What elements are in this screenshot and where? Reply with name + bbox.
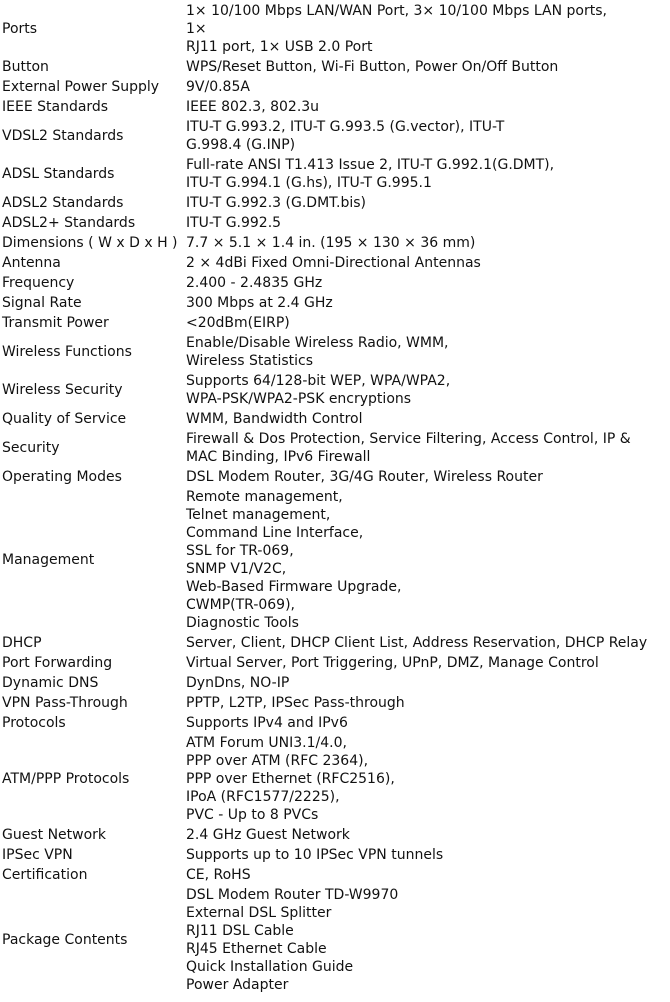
spec-label: Management [2, 552, 95, 568]
spec-row [0, 214, 670, 234]
spec-value-line: 9V/0.85A [186, 79, 250, 95]
spec-value [184, 488, 670, 634]
spec-label: DHCP [2, 635, 42, 651]
spec-row [0, 334, 670, 372]
spec-row [0, 234, 670, 254]
spec-label: Security [2, 440, 60, 456]
spec-row [0, 254, 670, 274]
spec-value-line: PVC - Up to 8 PVCs [186, 807, 319, 823]
spec-row [0, 274, 670, 294]
spec-value-line: Remote management, [186, 489, 343, 505]
spec-value [184, 634, 670, 654]
spec-value [184, 314, 670, 334]
spec-value-line: DSL Modem Router, 3G/4G Router, Wireless Router [186, 469, 543, 485]
spec-row [0, 846, 670, 866]
spec-row [0, 410, 670, 430]
spec-row [0, 866, 670, 886]
spec-value-line: RJ45 Ethernet Cable [186, 941, 327, 957]
spec-value [184, 468, 670, 488]
spec-value [184, 886, 670, 996]
spec-value-line: 1× 10/100 Mbps LAN/WAN Port, 3× 10/100 Mbps LAN ports, [186, 3, 607, 19]
spec-value [184, 654, 670, 674]
spec-row [0, 2, 670, 58]
spec-value [184, 372, 670, 410]
spec-value-line: DSL Modem Router TD-W9970 [186, 887, 399, 903]
spec-label: Quality of Service [2, 411, 127, 427]
spec-value-line: Supports IPv4 and IPv6 [186, 715, 348, 731]
spec-label: ADSL2+ Standards [2, 215, 136, 231]
spec-value-line: Diagnostic Tools [186, 615, 299, 631]
spec-value-line: Web-Based Firmware Upgrade, [186, 579, 402, 595]
spec-value [184, 194, 670, 214]
spec-row [0, 826, 670, 846]
spec-label: ATM/PPP Protocols [2, 771, 130, 787]
spec-value [184, 294, 670, 314]
spec-label: Wireless Security [2, 382, 123, 398]
spec-value [184, 846, 670, 866]
spec-value [184, 734, 670, 826]
spec-value-line: Supports up to 10 IPSec VPN tunnels [186, 847, 444, 863]
spec-value-line: Command Line Interface, [186, 525, 364, 541]
spec-value-line: ITU-T G.994.1 (G.hs), ITU-T G.995.1 [186, 175, 432, 191]
spec-value-line: Supports 64/128-bit WEP, WPA/WPA2, [186, 373, 451, 389]
spec-value-line: 300 Mbps at 2.4 GHz [186, 295, 333, 311]
spec-value-line: PPP over Ethernet (RFC2516), [186, 771, 395, 787]
spec-row [0, 468, 670, 488]
spec-value-line: SNMP V1/V2C, [186, 561, 287, 577]
spec-value-line: Firewall & Dos Protection, Service Filtering, Access Control, IP & [186, 431, 631, 447]
spec-row [0, 78, 670, 98]
spec-label: Dimensions ( W x D x H ) [2, 235, 178, 251]
spec-value-line: Quick Installation Guide [186, 959, 354, 975]
spec-label: VDSL2 Standards [2, 128, 124, 144]
spec-value [184, 78, 670, 98]
spec-value-line: WMM, Bandwidth Control [186, 411, 363, 427]
spec-value-line: 2.4 GHz Guest Network [186, 827, 350, 843]
spec-row [0, 194, 670, 214]
spec-value [184, 274, 670, 294]
spec-value [184, 98, 670, 118]
spec-value [184, 234, 670, 254]
spec-value-line: Full-rate ANSI T1.413 Issue 2, ITU-T G.992.1(G.DMT), [186, 157, 555, 173]
spec-row [0, 430, 670, 468]
spec-value-line: CWMP(TR-069), [186, 597, 295, 613]
spec-value [184, 410, 670, 430]
spec-label: Antenna [2, 255, 61, 271]
spec-value [184, 2, 670, 58]
spec-value [184, 334, 670, 372]
spec-value-line: Power Adapter [186, 977, 289, 993]
spec-label: Transmit Power [2, 315, 109, 331]
spec-row [0, 314, 670, 334]
spec-value [184, 214, 670, 234]
spec-value-line: Virtual Server, Port Triggering, UPnP, DMZ, Manage Control [186, 655, 599, 671]
spec-label: Button [2, 59, 49, 75]
spec-row [0, 294, 670, 314]
spec-value-line: PPTP, L2TP, IPSec Pass-through [186, 695, 405, 711]
spec-value-line: External DSL Splitter [186, 905, 332, 921]
spec-value-line: 1× [186, 21, 207, 37]
spec-value-line: CE, RoHS [186, 867, 251, 883]
spec-label: Signal Rate [2, 295, 82, 311]
spec-value [184, 118, 670, 156]
spec-value-line: SSL for TR-069, [186, 543, 294, 559]
spec-value-line: ITU-T G.992.3 (G.DMT.bis) [186, 195, 367, 211]
spec-row [0, 674, 670, 694]
spec-label: VPN Pass-Through [2, 695, 128, 711]
spec-value-line: Server, Client, DHCP Client List, Address Reservation, DHCP Relay [186, 635, 648, 651]
spec-row [0, 694, 670, 714]
spec-label: Guest Network [2, 827, 107, 843]
spec-value-line: <20dBm(EIRP) [186, 315, 290, 331]
spec-value-line: Enable/Disable Wireless Radio, WMM, [186, 335, 449, 351]
spec-value [184, 674, 670, 694]
spec-value [184, 254, 670, 274]
spec-row [0, 654, 670, 674]
spec-value-line: Telnet management, [186, 507, 331, 523]
spec-value-line: 7.7 × 5.1 × 1.4 in. (195 × 130 × 36 mm) [186, 235, 476, 251]
spec-value-line: IPoA (RFC1577/2225), [186, 789, 340, 805]
spec-label: IPSec VPN [2, 847, 73, 863]
spec-value-line: ATM Forum UNI3.1/4.0, [186, 735, 347, 751]
spec-label: Ports [2, 21, 38, 37]
spec-value [184, 58, 670, 78]
spec-value-line: 2.400 - 2.4835 GHz [186, 275, 323, 291]
spec-row [0, 488, 670, 634]
spec-row [0, 58, 670, 78]
spec-row [0, 886, 670, 996]
spec-label: Package Contents [2, 932, 128, 948]
spec-row [0, 734, 670, 826]
spec-value-line: ITU-T G.992.5 [186, 215, 282, 231]
spec-label: ADSL2 Standards [2, 195, 124, 211]
spec-row [0, 98, 670, 118]
spec-row [0, 372, 670, 410]
spec-row [0, 156, 670, 194]
spec-value-line: MAC Binding, IPv6 Firewall [186, 449, 371, 465]
spec-value-line: WPA-PSK/WPA2-PSK encryptions [186, 391, 412, 407]
spec-row [0, 634, 670, 654]
specifications-body [0, 2, 670, 996]
spec-label: Frequency [2, 275, 75, 291]
specifications-table [0, 2, 670, 996]
spec-value [184, 826, 670, 846]
spec-value-line: IEEE 802.3, 802.3u [186, 99, 320, 115]
spec-value [184, 866, 670, 886]
spec-label: Certification [2, 867, 88, 883]
spec-value-line: RJ11 DSL Cable [186, 923, 294, 939]
spec-label: ADSL Standards [2, 166, 115, 182]
spec-value-line: PPP over ATM (RFC 2364), [186, 753, 369, 769]
spec-label: Wireless Functions [2, 344, 132, 360]
spec-value [184, 430, 670, 468]
spec-label: Protocols [2, 715, 66, 731]
spec-value-line: WPS/Reset Button, Wi-Fi Button, Power On/Off Button [186, 59, 559, 75]
spec-value [184, 156, 670, 194]
spec-label: Dynamic DNS [2, 675, 99, 691]
spec-value-line: DynDns, NO-IP [186, 675, 290, 691]
spec-value-line: ITU-T G.993.2, ITU-T G.993.5 (G.vector), ITU-T [186, 119, 505, 135]
spec-row [0, 118, 670, 156]
spec-value-line: 2 × 4dBi Fixed Omni-Directional Antennas [186, 255, 481, 271]
spec-value-line: G.998.4 (G.INP) [186, 137, 296, 153]
spec-value [184, 714, 670, 734]
spec-label: External Power Supply [2, 79, 160, 95]
spec-value [184, 694, 670, 714]
spec-value-line: Wireless Statistics [186, 353, 314, 369]
spec-label: Port Forwarding [2, 655, 113, 671]
spec-label: Operating Modes [2, 469, 122, 485]
spec-row [0, 714, 670, 734]
spec-value-line: RJ11 port, 1× USB 2.0 Port [186, 39, 373, 55]
spec-label: IEEE Standards [2, 99, 109, 115]
